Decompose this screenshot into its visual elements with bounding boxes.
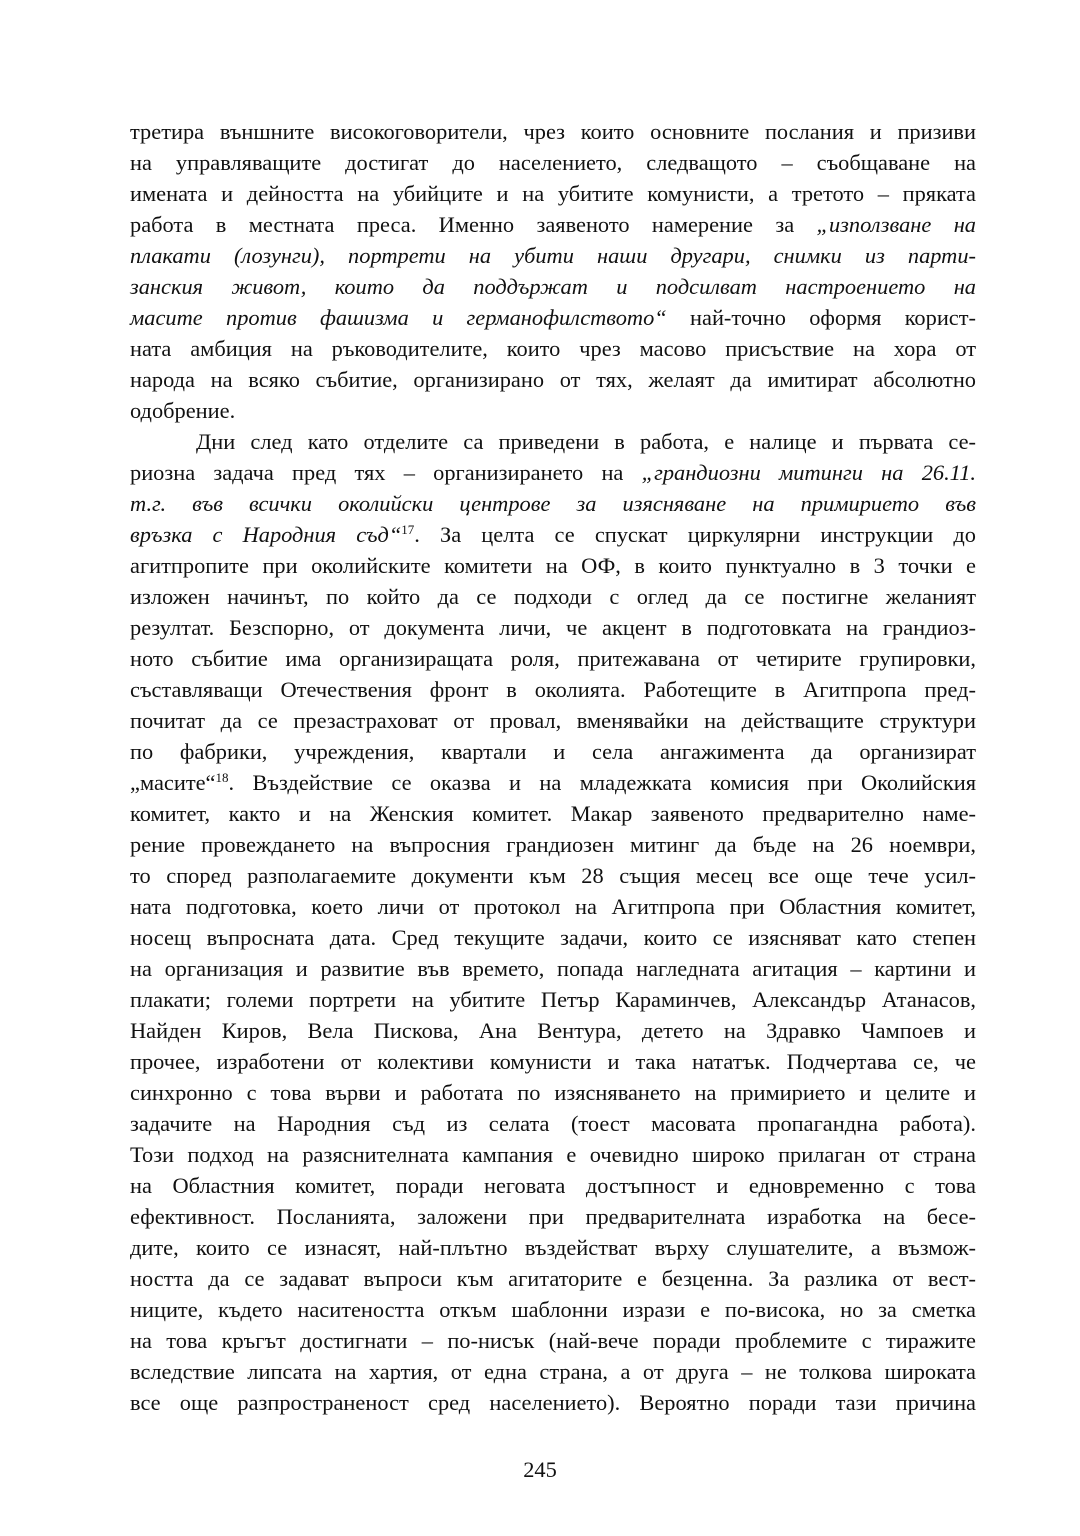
text-run: най-точно оформя корист- bbox=[666, 305, 976, 330]
quoted-italic-text: „използване на bbox=[816, 212, 976, 237]
text-line-13 bbox=[130, 488, 976, 519]
text-line-33: задачите на Народния съд из селата (тоест масовата пропагандна работа). bbox=[130, 1111, 976, 1136]
text-run: риозна задача пред тях – организирането на bbox=[130, 460, 642, 485]
text-line-42: все още разпространеност сред населението). Вероятно поради тази причина bbox=[130, 1390, 976, 1415]
text-line-29: плакати; големи портрети на убитите Петър Караминчев, Александър Атанасов, bbox=[130, 987, 976, 1012]
quoted-italic-text: „грандиозни митинги на 26.11. bbox=[641, 460, 977, 485]
text-line-1: третира външните високоговорители, чрез които основните послания и призиви bbox=[130, 119, 976, 144]
text-line-21: по фабрики, учреждения, квартали и села ангажимента да организират bbox=[130, 739, 976, 764]
text-line-11: Дни след като отделите са приведени в работа, е налице и първата се- bbox=[196, 429, 976, 454]
text-run: „масите“ bbox=[130, 770, 216, 795]
body-text bbox=[130, 116, 976, 1418]
text-line-15: агитпропите при околийските комитети на ОФ, в които пунктуално в 3 точки е bbox=[130, 553, 976, 578]
text-line-26: ната подготовка, което личи от протокол на Агитпропа при Областния комитет, bbox=[130, 894, 976, 919]
text-line-25: то според разполагаемите документи към 28 същия месец все още тече усил- bbox=[130, 863, 976, 888]
text-line-12 bbox=[130, 457, 976, 488]
text-line-38: ността да се задават въпроси към агитаторите е безценна. За разлика от вест- bbox=[130, 1266, 976, 1291]
quoted-italic-text: плакати (лозунги), портрети на убити наши другари, снимки из парти- bbox=[130, 243, 976, 268]
text-line-28: на организация и развитие във времето, попада нагледната агитация – картини и bbox=[130, 956, 976, 981]
quoted-italic-text: т.г. във всички околийски центрове за изясняване на примирието във bbox=[130, 491, 976, 516]
text-line-18: ното събитие има организиращата роля, притежавана от четирите групировки, bbox=[130, 646, 976, 671]
text-line-7 bbox=[130, 302, 976, 333]
text-line-23: комитет, както и на Женския комитет. Макар заявеното предварително наме- bbox=[130, 801, 976, 826]
page-number: 245 bbox=[523, 1457, 557, 1482]
text-line-35: на Областния комитет, поради неговата достъпност и едновременно с това bbox=[130, 1173, 976, 1198]
text-line-27: носещ въпросната дата. Сред текущите задачи, които се изясняват като степен bbox=[130, 925, 976, 950]
footnote-ref-17[interactable]: 17 bbox=[401, 522, 415, 537]
footnote-ref-18[interactable]: 18 bbox=[215, 770, 229, 785]
text-line-4 bbox=[130, 209, 976, 240]
text-run: работа в местната преса. Именно заявеното намерение за bbox=[130, 212, 817, 237]
text-line-17: резултат. Безспорно, от документа личи, че акцент в подготовката на грандиоз- bbox=[130, 615, 976, 640]
text-line-8: ната амбиция на ръководителите, които чрез масово присъствие на хора от bbox=[130, 336, 976, 361]
text-line-39: ниците, където наситеността откъм шаблонни изрази е по-висока, но за сметка bbox=[130, 1297, 976, 1322]
text-line-30: Найден Киров, Вела Пискова, Ана Вентура, детето на Здравко Чампоев и bbox=[130, 1018, 976, 1043]
text-line-40: на това кръгът достигнати – по-нисък (най-вече поради проблемите с тиражите bbox=[130, 1328, 976, 1353]
text-line-5 bbox=[130, 240, 976, 271]
text-line-41: вследствие липсата на хартия, от една страна, а от друга – не толкова широката bbox=[130, 1359, 976, 1384]
text-line-14 bbox=[130, 519, 976, 550]
quoted-italic-text: занския живот, които да поддържат и подсилват настроението на bbox=[130, 274, 976, 299]
text-line-24: рение провеждането на въпросния грандиозен митинг да бъде на 26 ноември, bbox=[130, 832, 976, 857]
text-run: . За целта се спускат циркулярни инструкции до bbox=[414, 522, 977, 547]
text-line-37: дите, които се изнасят, най-плътно въздействат върху слушателите, а възмож- bbox=[130, 1235, 976, 1260]
text-line-36: ефективност. Посланията, заложени при предварителната изработка на бесе- bbox=[130, 1204, 976, 1229]
text-line-32: синхронно с това върви и работата по изясняването на примирието и целите и bbox=[130, 1080, 976, 1105]
quoted-italic-text: връзка с Народния съд“ bbox=[130, 522, 402, 547]
text-line-19: съставляващи Отечествения фронт в околията. Работещите в Агитпропа пред- bbox=[130, 677, 976, 702]
text-line-20: почитат да се презастраховат от провал, вменявайки на действащите структури bbox=[130, 708, 976, 733]
text-line-3: имената и дейността на убийците и на убитите комунисти, а третото – пряката bbox=[130, 181, 976, 206]
text-line-9: народа на всяко събитие, организирано от тях, желаят да имитират абсолютно bbox=[130, 367, 976, 392]
text-line-22 bbox=[130, 767, 976, 798]
text-line-10: одобрение. bbox=[130, 398, 236, 423]
quoted-italic-text: масите против фашизма и германофилството“ bbox=[130, 305, 667, 330]
text-line-6 bbox=[130, 271, 976, 302]
text-line-16: изложен начинът, по който да се подходи с оглед да се постигне желаният bbox=[130, 584, 976, 609]
text-run: . Въздействие се оказва и на младежката комисия при Околийския bbox=[228, 770, 976, 795]
text-line-2: на управляващите достигат до населението, следващото – съобщаване на bbox=[130, 150, 976, 175]
text-line-31: прочее, изработени от колективи комунисти и така нататък. Подчертава се, че bbox=[130, 1049, 976, 1074]
text-line-34: Този подход на разяснителната кампания е очевидно широко прилаган от страна bbox=[130, 1142, 976, 1167]
